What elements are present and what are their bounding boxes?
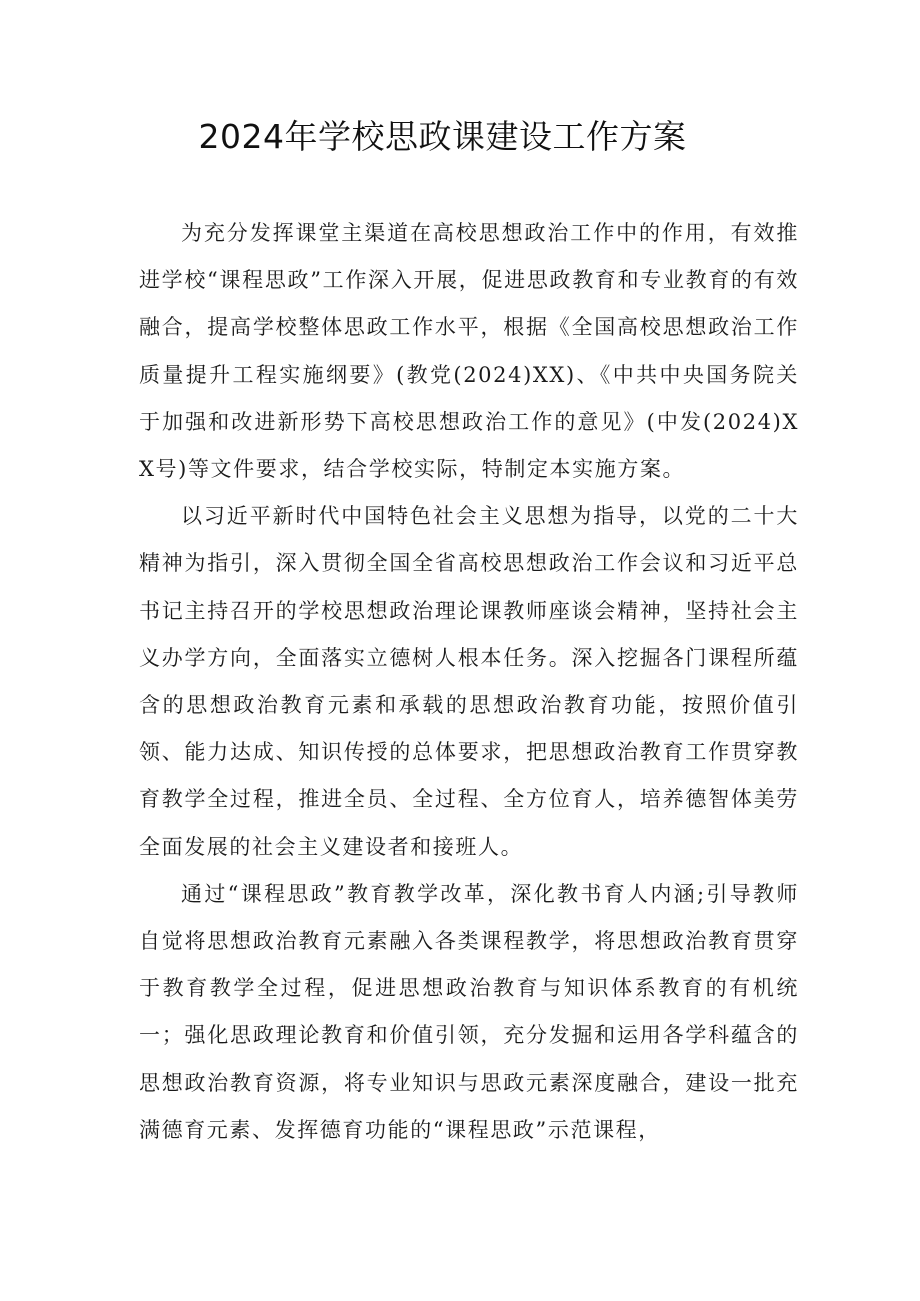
document-body: [139, 210, 799, 1154]
paragraph-1: 为充分发挥课堂主渠道在高校思想政治工作中的作用，有效推进学校“课程思政”工作深入开展，促进思政教育和专业教育的有效融合，提高学校整体思政工作水平，根据《全国高校思想政治工作质量提升工程实施纲要》(教党(2024)XX)、《中共中央国务院关于加强和改进新形势下高校思想政治工作的意见》(中发(2024)XX号)等文件要求，结合学校实际，特制定本实施方案。: [139, 221, 799, 482]
document-title: 2024年学校思政课建设工作方案: [198, 117, 687, 156]
paragraph-2: 以习近平新时代中国特色社会主义思想为指导，以党的二十大精神为指引，深入贯彻全国全省高校思想政治工作会议和习近平总书记主持召开的学校思想政治理论课教师座谈会精神，坚持社会主义办学方向，全面落实立德树人根本任务。深入挖掘各门课程所蕴含的思想政治教育元素和承载的思想政治教育功能，按照价值引领、能力达成、知识传授的总体要求，把思想政治教育工作贯穿教育教学全过程，推进全员、全过程、全方位育人，培养德智体美劳全面发展的社会主义建设者和接班人。: [139, 504, 799, 859]
paragraph-3: 通过“课程思政”教育教学改革，深化教书育人内涵;引导教师自觉将思想政治教育元素融入各类课程教学，将思想政治教育贯穿于教育教学全过程，促进思想政治教育与知识体系教育的有机统一；强化思政理论教育和价值引领，充分发掘和运用各学科蕴含的思想政治教育资源，将专业知识与思政元素深度融合，建设一批充满德育元素、发挥德育功能的“课程思政”示范课程，: [139, 881, 799, 1142]
